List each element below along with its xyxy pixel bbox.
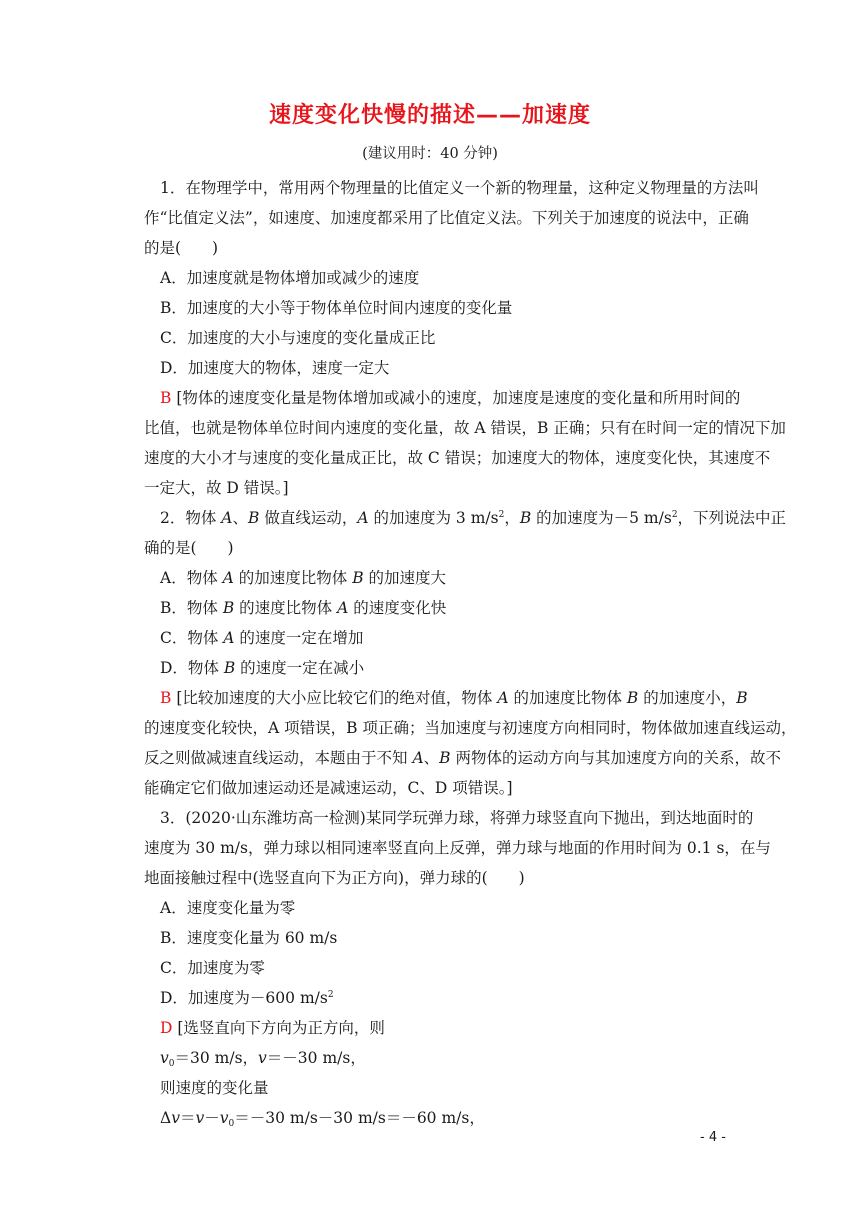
q1-option-d: D．加速度大的物体，速度一定大 [160,359,390,377]
q3-option-a: A．速度变化量为零 [160,899,296,917]
q2-explanation-line-4: 能确定它们做加速运动还是减速运动，C、D 项错误。] [144,779,513,797]
q2-explanation-line-3: 反之则做减速直线运动，本题由于不知 A、B 两物体的运动方向与其加速度方向的关系，故不 [144,749,781,767]
q3-option-c: C．加速度为零 [160,959,265,977]
q1-explanation-text: [物体的速度变化量是物体增加或减小的速度，加速度是速度的变化量和所用时间的 [176,389,741,407]
q1-explanation-line-3: 速度的大小才与速度的变化量成正比，故 C 错误；加速度大的物体，速度变化快，其速度不 [144,449,771,467]
q1-option-c: C．加速度的大小与速度的变化量成正比 [160,329,436,347]
q3-stem-line-3: 地面接触过程中(选竖直向下为正方向)，弹力球的( ) [144,869,525,887]
q1-option-b: B．加速度的大小等于物体单位时间内速度的变化量 [160,299,513,317]
q3-stem-line-1: 3．(2020·山东潍坊高一检测)某同学玩弹力球，将弹力球竖直向下抛出，到达地面时的 [160,809,754,827]
q2-stem-line-2: 确的是( ) [144,539,234,557]
page-title: 速度变化快慢的描述——加速度 [268,103,591,128]
q2-answer: B [160,689,172,707]
q2-option-d: D．物体 B 的速度一定在减小 [160,659,365,677]
q3-explanation-line-1: D [选竖直向下方向为正方向，则 [160,1019,385,1037]
q1-stem-line-3: 的是( ) [144,239,219,257]
suggested-time: (建议用时：40 分钟) [362,146,498,162]
q1-answer: B [160,389,172,407]
q1-option-a: A．加速度就是物体增加或减少的速度 [160,269,420,287]
q3-option-b: B．速度变化量为 60 m/s [160,929,338,947]
q3-answer: D [160,1019,173,1037]
q2-stem-line-1: 2．物体 A、B 做直线运动，A 的加速度为 3 $m/s^2$，B 的加速度为－5 $m/s^2$，下列说法中正 [160,509,787,527]
q2-option-c: C．物体 A 的速度一定在增加 [160,629,364,647]
q1-explanation-line-2: 比值，也就是物体单位时间内速度的变化量，故 A 错误，B 正确；只有在时间一定的情况下加 [144,419,786,437]
q3-explanation-line-4: $\Delta v=v-v_0=-30$ m/s－30 m/s＝－60 m/s， [160,1109,485,1129]
q1-explanation-line-1 [160,388,740,408]
q1-explanation-line-4: 一定大，故 D 错误。] [144,479,289,497]
page-number: - 4 - [700,1130,726,1145]
q3-explanation-line-3: 则速度的变化量 [160,1079,269,1097]
q3-option-d: D．加速度为－600 $m/s^2$ [160,989,334,1007]
q3-explanation-line-2: $v_0=30$ m/s，v＝－30 m/s， [160,1049,366,1069]
q1-stem-line-2: 作“比值定义法”，如速度、加速度都采用了比值定义法。下列关于加速度的说法中，正确 [144,209,749,227]
q2-explanation-line-1: B [比较加速度的大小应比较它们的绝对值，物体 A 的加速度比物体 B 的加速度小，B [160,689,748,707]
q3-stem-line-2: 速度为 30 m/s，弹力球以相同速率竖直向上反弹，弹力球与地面的作用时间为 0.1 s，在与 [144,839,771,857]
q2-option-a: A．物体 A 的加速度比物体 B 的加速度大 [160,569,447,587]
q2-explanation-line-2: 的速度变化较快，A 项错误，B 项正确；当加速度与初速度方向相同时，物体做加速直线运动， [144,719,797,737]
q2-option-b: B．物体 B 的速度比物体 A 的速度变化快 [160,599,447,617]
q1-stem-line-1: 1．在物理学中，常用两个物理量的比值定义一个新的物理量，这种定义物理量的方法叫 [160,179,759,197]
